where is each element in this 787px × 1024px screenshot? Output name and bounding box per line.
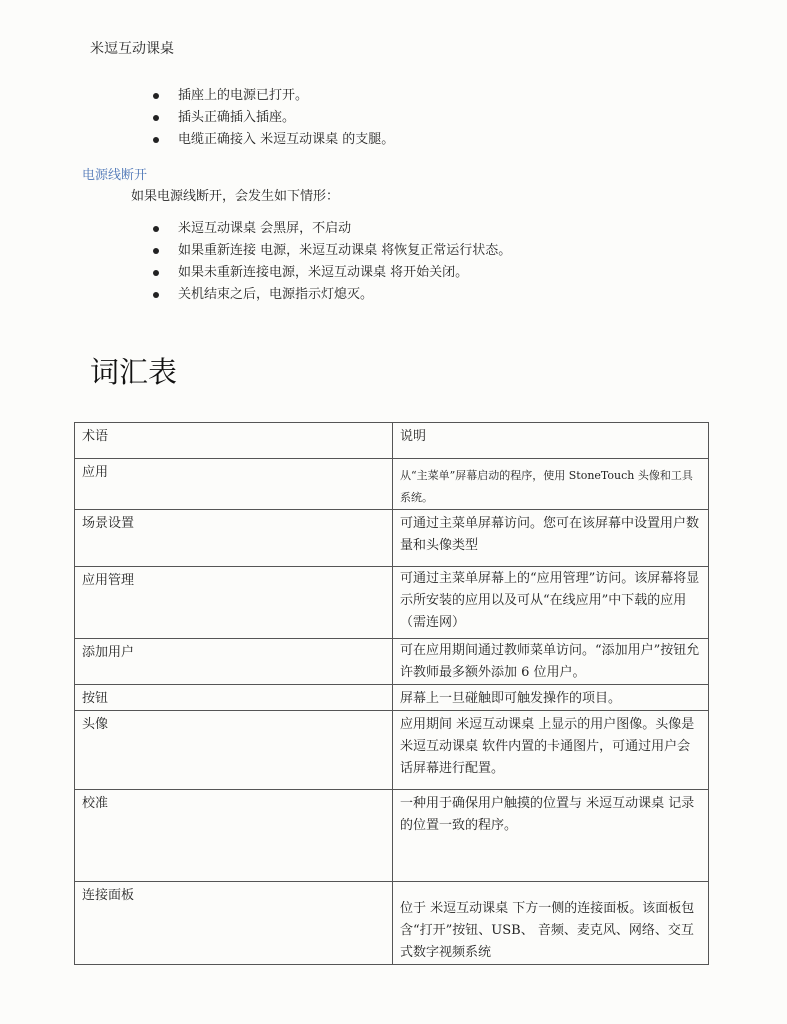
term-cell: 应用管理 (75, 567, 393, 639)
section-heading: 电源线断开 (82, 168, 148, 183)
section-intro: 如果电源线断开，会发生如下情形： (131, 189, 340, 204)
table-row (75, 882, 709, 965)
power-checklist (150, 85, 394, 151)
glossary-title: 词汇表 (90, 355, 178, 389)
term-cell: 头像 (75, 711, 393, 790)
desc-cell: 位于 米逗互动课桌 下方一侧的连接面板。该面板包含“打开”按钮、USB、 音频、麦克风、网络、交互式数字视频系统 (393, 882, 709, 965)
table-row (75, 510, 709, 567)
term-cell: 连接面板 (75, 882, 393, 965)
desc-cell: 从“主菜单”屏幕启动的程序，使用 StoneTouch 头像和工具系统。 (393, 459, 709, 510)
term-cell: 场景设置 (75, 510, 393, 567)
table-row (75, 685, 709, 711)
header-term: 术语 (75, 423, 393, 459)
term-cell: 添加用户 (75, 639, 393, 685)
term-cell: 按钮 (75, 685, 393, 711)
desc-cell: 可通过主菜单屏幕上的“应用管理”访问。该屏幕将显示所安装的应用以及可从“在线应用”中下载的应用（需连网） (393, 567, 709, 639)
header-desc: 说明 (393, 423, 709, 459)
glossary-table (74, 422, 709, 965)
disconnect-list (150, 218, 511, 306)
desc-cell: 可通过主菜单屏幕访问。您可在该屏幕中设置用户数量和头像类型 (393, 510, 709, 567)
list-item: 电缆正确接入 米逗互动课桌 的支腿。 (150, 129, 394, 151)
term-cell: 校准 (75, 790, 393, 882)
desc-cell: 一种用于确保用户触摸的位置与 米逗互动课桌 记录的位置一致的程序。 (393, 790, 709, 882)
desc-cell: 可在应用期间通过教师菜单访问。“添加用户”按钮允许教师最多额外添加 6 位用户。 (393, 639, 709, 685)
table-row (75, 567, 709, 639)
table-row (75, 790, 709, 882)
term-cell: 应用 (75, 459, 393, 510)
page-header: 米逗互动课桌 (90, 41, 174, 57)
list-item: 插座上的电源已打开。 (150, 85, 394, 107)
list-item: 如果未重新连接电源，米逗互动课桌 将开始关闭。 (150, 262, 511, 284)
list-item: 如果重新连接 电源，米逗互动课桌 将恢复正常运行状态。 (150, 240, 511, 262)
table-header-row (75, 423, 709, 459)
desc-cell: 应用期间 米逗互动课桌 上显示的用户图像。头像是 米逗互动课桌 软件内置的卡通图片，可通过用户会话屏幕进行配置。 (393, 711, 709, 790)
table-row (75, 639, 709, 685)
table-row (75, 459, 709, 510)
list-item: 插头正确插入插座。 (150, 107, 394, 129)
list-item: 米逗互动课桌 会黑屏，不启动 (150, 218, 511, 240)
desc-cell: 屏幕上一旦碰触即可触发操作的项目。 (393, 685, 709, 711)
table-row (75, 711, 709, 790)
list-item: 关机结束之后，电源指示灯熄灭。 (150, 284, 511, 306)
